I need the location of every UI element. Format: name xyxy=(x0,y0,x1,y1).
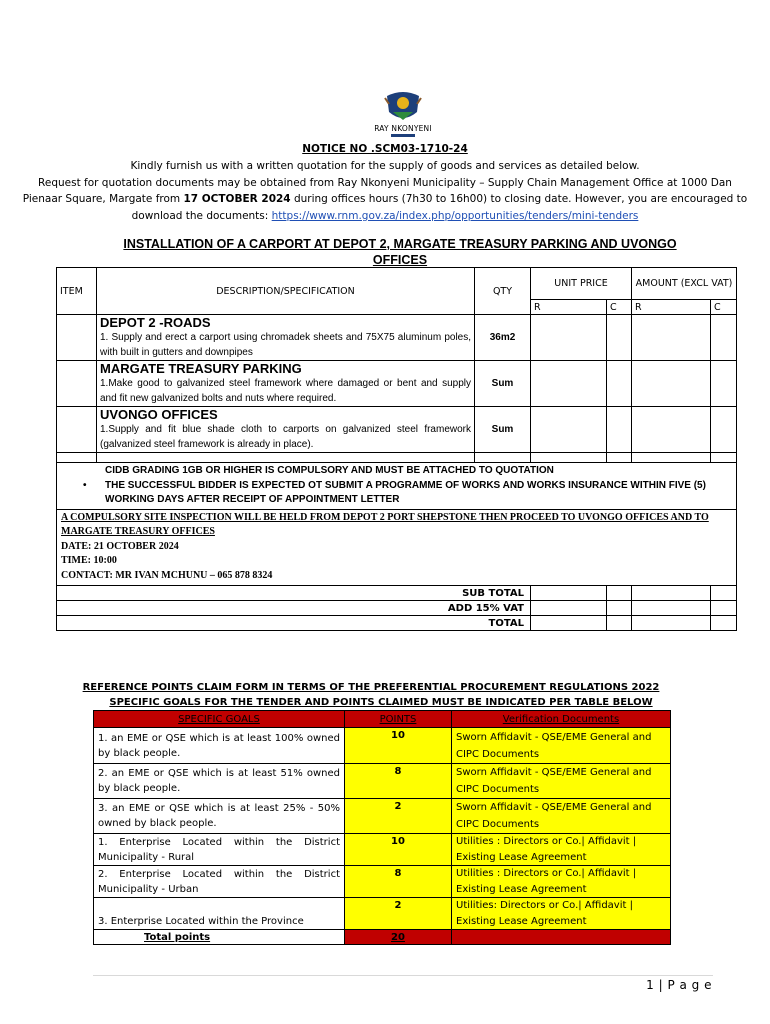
goal-text: 3. Enterprise Located within the Province xyxy=(94,898,345,930)
total-cell xyxy=(607,616,632,631)
section-row xyxy=(57,315,737,361)
amount-r-cell xyxy=(632,407,711,453)
goal-documents: Sworn Affidavit - QSE/EME General and CIPC Documents xyxy=(452,728,671,764)
section-text: 1.Supply and fit blue shade cloth to carports on galvanized steel framework (galvanized steel framework is already in place). xyxy=(100,424,471,450)
total-label: TOTAL xyxy=(57,616,531,631)
total-cell xyxy=(632,586,711,601)
header-specific-goals: SPECIFIC GOALS xyxy=(94,711,345,728)
intro-text-a: Request for quotation documents may be obtained from Ray Nkonyeni Municipality – Supply Chain Management Office at 1000 Dan Pienaar Square, Margate from xyxy=(22,176,732,205)
item-cell xyxy=(57,361,97,407)
header-item: ITEM xyxy=(57,268,97,315)
spacer-cell xyxy=(531,453,607,463)
vat-row xyxy=(57,601,737,616)
goal-text: 3. an EME or QSE which is at least 25% - 50% owned by black people. xyxy=(94,799,345,834)
section-description xyxy=(97,361,475,407)
notice-number: NOTICE NO .SCM03-1710-24 xyxy=(302,143,468,155)
points-row xyxy=(94,764,671,799)
spacer-row xyxy=(57,453,737,463)
goal-documents: Utilities: Directors or Co.| Affidavit | Existing Lease Agreement xyxy=(452,898,671,930)
notes-row xyxy=(57,463,737,510)
total-cell xyxy=(711,586,737,601)
intro-line-1: Kindly furnish us with a written quotation for the supply of goods and services as detailed below. xyxy=(130,160,640,172)
inspection-row xyxy=(57,509,737,586)
total-cell xyxy=(632,601,711,616)
total-row xyxy=(57,616,737,631)
section-qty: Sum xyxy=(475,407,531,453)
spacer-cell xyxy=(475,453,531,463)
header-qty: QTY xyxy=(475,268,531,315)
header-verification: Verification Documents xyxy=(452,711,671,728)
header-amount: AMOUNT (EXCL VAT) xyxy=(632,268,737,300)
spacer-cell xyxy=(607,453,632,463)
header-unit-c: C xyxy=(607,300,632,315)
header-unit-r: R xyxy=(531,300,607,315)
inspection-cell xyxy=(57,509,737,586)
amount-c-cell xyxy=(711,361,737,407)
logo-text: RAY NKONYENI xyxy=(374,124,432,133)
goal-points: 10 xyxy=(345,728,452,764)
points-row xyxy=(94,898,671,930)
page-label: | P a g e xyxy=(658,978,712,992)
total-cell xyxy=(607,586,632,601)
unit-c-cell xyxy=(607,407,632,453)
item-cell xyxy=(57,315,97,361)
page-footer xyxy=(646,978,712,992)
goal-points: 2 xyxy=(345,799,452,834)
goal-text: 1. Enterprise Located within the District Municipality - Rural xyxy=(94,834,345,866)
section-text: 1.Make good to galvanized steel framework where damaged or bent and supply and fit new galvanized bolts and nuts where required. xyxy=(100,378,471,404)
goal-points: 8 xyxy=(345,764,452,799)
subtotal-row xyxy=(57,586,737,601)
section-qty: Sum xyxy=(475,361,531,407)
note-programme: • THE SUCCESSFUL BIDDER IS EXPECTED OT SUBMIT A PROGRAMME OF WORKS AND WORKS INSURANCE WITHIN FIVE (5) WORKING DAYS AFTER RECEIPT OF APPOINTMENT LETTER xyxy=(105,479,733,508)
total-cell xyxy=(607,601,632,616)
goal-documents: Sworn Affidavit - QSE/EME General and CIPC Documents xyxy=(452,764,671,799)
document-title: INSTALLATION OF A CARPORT AT DEPOT 2, MARGATE TREASURY PARKING AND UVONGO OFFICES xyxy=(123,237,677,267)
points-row xyxy=(94,866,671,898)
total-points-empty xyxy=(452,930,671,945)
municipality-logo xyxy=(372,90,434,137)
total-cell xyxy=(531,601,607,616)
section-heading: MARGATE TREASURY PARKING xyxy=(100,361,302,376)
footer-divider xyxy=(93,975,713,976)
item-cell xyxy=(57,407,97,453)
amount-r-cell xyxy=(632,361,711,407)
unit-r-cell xyxy=(531,407,607,453)
section-text: 1. Supply and erect a carport using chromadek sheets and 75X75 aluminum poles, with built in gutters and downpipes xyxy=(100,332,471,358)
points-table xyxy=(93,710,671,945)
spacer-cell xyxy=(711,453,737,463)
total-cell xyxy=(632,616,711,631)
tenders-link[interactable]: https://www.rnm.gov.za/index.php/opportunities/tenders/mini-tenders xyxy=(271,209,639,222)
section-heading: UVONGO OFFICES xyxy=(100,407,218,422)
spacer-cell xyxy=(632,453,711,463)
vat-label: ADD 15% VAT xyxy=(57,601,531,616)
goal-documents: Sworn Affidavit - QSE/EME General and CIPC Documents xyxy=(452,799,671,834)
header-points: POINTS xyxy=(345,711,452,728)
intro-paragraph xyxy=(20,158,750,224)
goal-text: 2. an EME or QSE which is at least 51% owned by black people. xyxy=(94,764,345,799)
spacer-cell xyxy=(97,453,475,463)
points-form-subtitle: SPECIFIC GOALS FOR THE TENDER AND POINTS CLAIMED MUST BE INDICATED PER TABLE BELOW xyxy=(109,697,653,708)
section-row xyxy=(57,361,737,407)
inspection-date: DATE: 21 OCTOBER 2024 xyxy=(61,540,179,552)
total-cell xyxy=(531,616,607,631)
intro-line-2 xyxy=(20,175,750,225)
logo-underline xyxy=(391,134,415,137)
note-cidb: CIDB GRADING 1GB OR HIGHER IS COMPULSORY AND MUST BE ATTACHED TO QUOTATION xyxy=(105,465,554,476)
notes-cell xyxy=(57,463,737,510)
goal-text: 2. Enterprise Located within the District Municipality - Urban xyxy=(94,866,345,898)
section-description xyxy=(97,315,475,361)
section-description xyxy=(97,407,475,453)
intro-text-b: during offices hours (7h30 to 16h00) to closing date. However, you are encouraged to download the documents: xyxy=(131,193,748,222)
shield-emblem-icon xyxy=(383,90,423,124)
total-cell xyxy=(711,601,737,616)
goal-points: 10 xyxy=(345,834,452,866)
goal-documents: Utilities : Directors or Co.| Affidavit | Existing Lease Agreement xyxy=(452,834,671,866)
total-points-label: Total points xyxy=(94,930,345,945)
goal-documents: Utilities : Directors or Co.| Affidavit | Existing Lease Agreement xyxy=(452,866,671,898)
points-row xyxy=(94,799,671,834)
amount-c-cell xyxy=(711,407,737,453)
section-qty: 36m2 xyxy=(475,315,531,361)
points-row xyxy=(94,834,671,866)
goal-text: 1. an EME or QSE which is at least 100% owned by black people. xyxy=(94,728,345,764)
header-amount-r: R xyxy=(632,300,711,315)
points-header-row xyxy=(94,711,671,728)
amount-r-cell xyxy=(632,315,711,361)
points-total-row xyxy=(94,930,671,945)
inspection-notice: A COMPULSORY SITE INSPECTION WILL BE HELD FROM DEPOT 2 PORT SHEPSTONE THEN PROCEED TO UVONGO OFFICES AND TO MARGATE TREASURY OFFICES xyxy=(61,511,709,537)
section-row xyxy=(57,407,737,453)
quotation-table xyxy=(56,267,737,631)
inspection-contact: CONTACT: MR IVAN MCHUNU – 065 878 8324 xyxy=(61,569,273,581)
total-cell xyxy=(531,586,607,601)
inspection-time: TIME: 10:00 xyxy=(61,555,117,566)
unit-r-cell xyxy=(531,315,607,361)
total-cell xyxy=(711,616,737,631)
unit-c-cell xyxy=(607,361,632,407)
subtotal-label: SUB TOTAL xyxy=(57,586,531,601)
unit-c-cell xyxy=(607,315,632,361)
total-points-value: 20 xyxy=(345,930,452,945)
header-unit-price: UNIT PRICE xyxy=(531,268,632,300)
points-form-title: REFERENCE POINTS CLAIM FORM IN TERMS OF THE PREFERENTIAL PROCUREMENT REGULATIONS 2022 xyxy=(82,682,660,693)
header-amount-c: C xyxy=(711,300,737,315)
header-description: DESCRIPTION/SPECIFICATION xyxy=(97,268,475,315)
intro-date: 17 OCTOBER 2024 xyxy=(183,193,291,205)
amount-c-cell xyxy=(711,315,737,361)
section-heading: DEPOT 2 -ROADS xyxy=(100,315,211,330)
goal-points: 2 xyxy=(345,898,452,930)
spacer-cell xyxy=(57,453,97,463)
goal-points: 8 xyxy=(345,866,452,898)
unit-r-cell xyxy=(531,361,607,407)
page-number: 1 xyxy=(646,978,655,992)
points-row xyxy=(94,728,671,764)
